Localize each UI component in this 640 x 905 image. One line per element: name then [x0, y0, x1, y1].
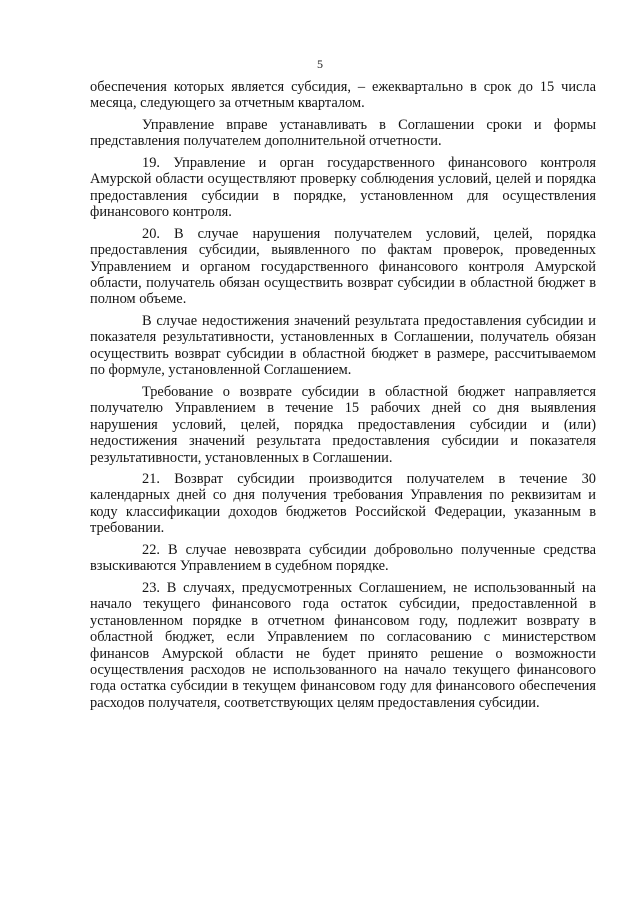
paragraph-item-23: 23. В случаях, предусмотренных Соглашением, не использованный на начало текущего финансового года остаток субсидии, предоставленной в установленном порядке в отчетном финансовом году, подлежит возврату в областной бюджет, если Управлением по согласованию с министерством финансов Амурской области не будет принято решение о возможности осуществления расходов не использованного на начало текущего финансового года остатка субсидии в текущем финансовом году для финансового обеспечения расходов получателя, соответствующих целям предоставления субсидии. [90, 579, 596, 711]
paragraph-reporting-terms: Управление вправе устанавливать в Соглашении сроки и формы представления получателем дополнительной отчетности. [90, 116, 596, 150]
paragraph-item-21: 21. Возврат субсидии производится получателем в течение 30 календарных дней со дня получения требования Управления по реквизитам и коду классификации доходов бюджетов Российской Федерации, указанным в требовании. [90, 470, 596, 537]
paragraph-continuation: обеспечения которых является субсидия, – ежеквартально в срок до 15 числа месяца, следующего за отчетным кварталом. [90, 79, 596, 112]
paragraph-return-requirement: Требование о возврате субсидии в областной бюджет направляется получателю Управлением в течение 15 рабочих дней со дня выявления нарушения условий, целей, порядка предоставления субсидии и (или) недостижения значений результата предоставления субсидии и показателя результативности, установленных в Соглашении. [90, 383, 596, 466]
paragraph-item-20: 20. В случае нарушения получателем условий, целей, порядка предоставления субсидии, выявленного по фактам проверок, проведенных Управлением и органом государственного финансового контроля Амурской области, получатель обязан осуществить возврат субсидии в областной бюджет в полном объеме. [90, 225, 596, 308]
paragraph-nonachievement: В случае недостижения значений результата предоставления субсидии и показателя результативности, установленных в Соглашении, получатель обязан осуществить возврат субсидии в областной бюджет в размере, рассчитываемом по формуле, установленной Соглашением. [90, 312, 596, 379]
document-body [90, 79, 596, 711]
paragraph-item-22: 22. В случае невозврата субсидии добровольно полученные средства взыскиваются Управлением в судебном порядке. [90, 541, 596, 575]
page-number: 5 [317, 57, 323, 71]
paragraph-item-19: 19. Управление и орган государственного финансового контроля Амурской области осуществляют проверку соблюдения условий, целей и порядка предоставления субсидии в порядке, установленном для осуществления финансового контроля. [90, 154, 596, 221]
